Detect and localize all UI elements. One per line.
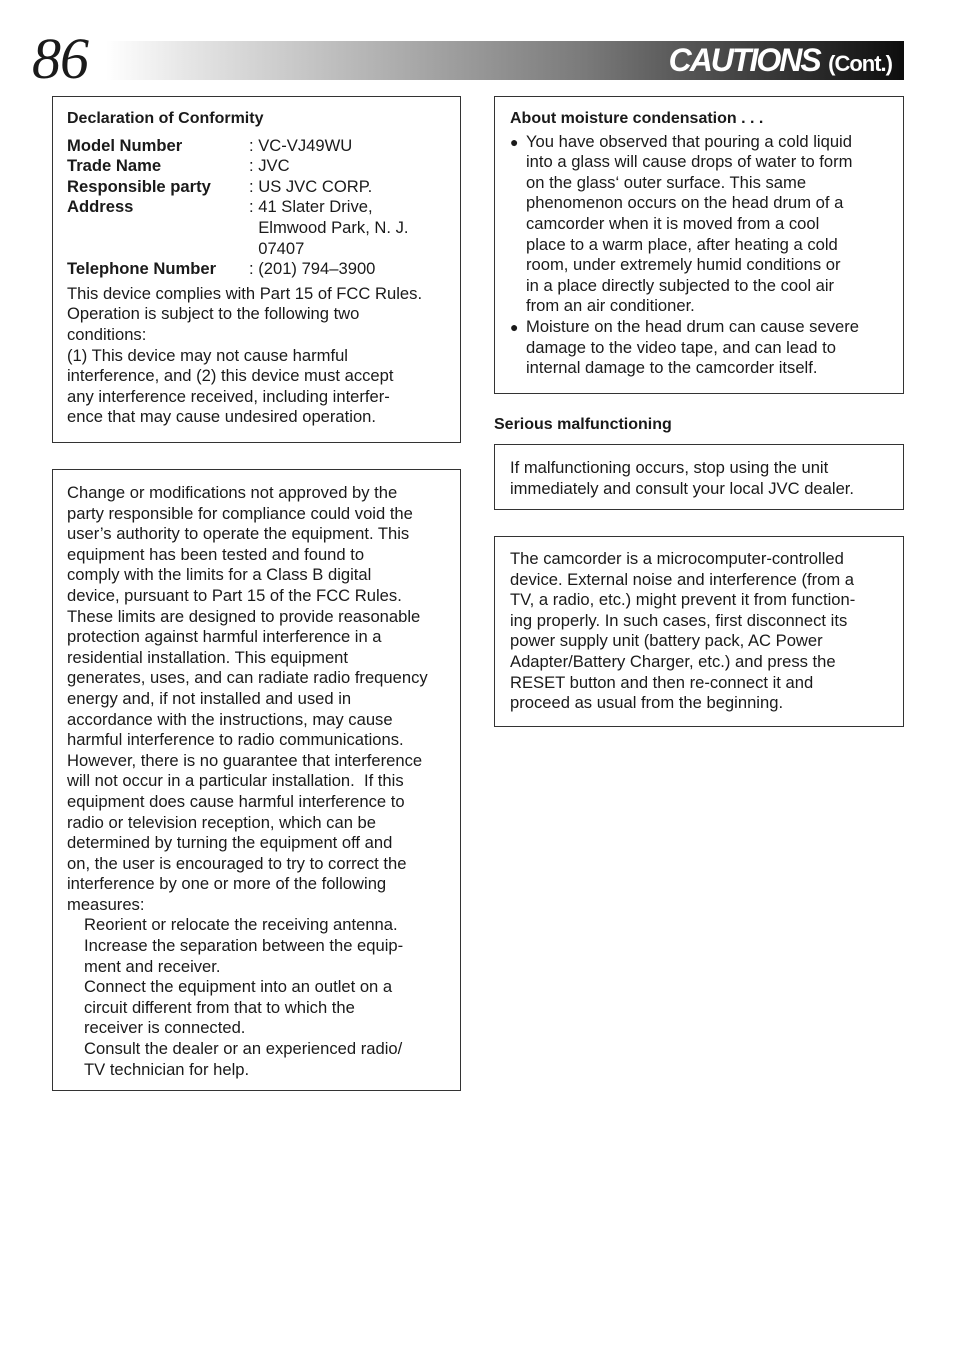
page-number: 86	[32, 26, 88, 91]
text-line: device, pursuant to Part 15 of the FCC Rules.	[67, 585, 402, 605]
text-line: into a glass will cause drops of water to form	[526, 152, 853, 172]
moisture-bullet-1	[510, 132, 889, 317]
text-line: interference by one or more of the following	[67, 874, 387, 894]
measure-line: TV technician for help.	[84, 1059, 250, 1079]
text-line: on, the user is encouraged to try to correct the	[67, 853, 407, 873]
text-line: ence that may cause undesired operation.	[67, 407, 377, 427]
declaration-table	[67, 136, 446, 280]
fcc-measures-list	[67, 915, 446, 1080]
text-line: (1) This device may not cause harmful	[67, 345, 348, 365]
text-line: party responsible for compliance could void the	[67, 503, 413, 523]
text-line: If malfunctioning occurs, stop using the unit	[510, 458, 829, 477]
declaration-row	[67, 239, 446, 260]
text-line: will not occur in a particular installation. If this	[67, 771, 404, 791]
text-line: residential installation. This equipment	[67, 647, 349, 667]
text-line: Operation is subject to the following two	[67, 304, 360, 324]
row-value: : (201) 794–3900	[249, 259, 376, 279]
row-value: : JVC	[249, 156, 290, 176]
text-line: proceed as usual from the beginning.	[510, 693, 784, 713]
page-title-suffix: (Cont.)	[828, 51, 892, 76]
declaration-row	[67, 218, 446, 239]
text-line: damage to the video tape, and can lead to	[526, 337, 836, 357]
measure-line: ment and receiver.	[84, 956, 221, 976]
bullet-icon: ●	[510, 133, 519, 150]
fcc-notice-box	[52, 469, 461, 1091]
declaration-row	[67, 177, 446, 198]
row-label	[67, 239, 249, 260]
row-label: Responsible party	[67, 176, 211, 196]
row-value: : US JVC CORP.	[249, 176, 373, 196]
text-line: room, under extremely humid conditions or	[526, 255, 841, 275]
measure-line: receiver is connected.	[84, 1018, 246, 1038]
text-line: You have observed that pouring a cold liquid	[526, 131, 852, 151]
measure-line: Increase the separation between the equip-	[84, 936, 404, 956]
text-line: RESET button and then re-connect it and	[510, 672, 814, 692]
moisture-heading: About moisture condensation . . .	[510, 110, 764, 127]
row-label: Trade Name	[67, 156, 162, 176]
text-line: generates, uses, and can radiate radio frequency	[67, 668, 428, 688]
row-value: Elmwood Park, N. J.	[249, 217, 409, 237]
declaration-row	[67, 136, 446, 157]
row-label: Model Number	[67, 135, 183, 155]
text-line: energy and, if not installed and used in	[67, 688, 352, 708]
text-line: comply with the limits for a Class B digital	[67, 565, 372, 585]
text-line: from an air conditioner.	[526, 296, 695, 316]
measure-line: circuit different from that to which the	[84, 997, 355, 1017]
row-label	[67, 218, 249, 239]
measure-line: Reorient or relocate the receiving antenna.	[84, 915, 398, 935]
text-line: immediately and consult your local JVC dealer.	[510, 478, 855, 498]
bullet-text	[526, 132, 889, 317]
moisture-bullet-2	[510, 317, 889, 379]
text-line: power supply unit (battery pack, AC Power	[510, 631, 823, 651]
malfunction-heading: Serious malfunctioning	[494, 416, 672, 433]
declaration-row	[67, 156, 446, 177]
text-line: equipment does cause harmful interference to	[67, 791, 405, 811]
row-value: 07407	[249, 238, 305, 258]
text-line: protection against harmful interference in a	[67, 627, 382, 647]
bullet-text	[526, 317, 889, 379]
measure-line: Connect the equipment into an outlet on a	[84, 977, 393, 997]
declaration-row	[67, 197, 446, 218]
declaration-box	[52, 96, 461, 443]
text-line: camcorder when it is moved from a cool	[526, 213, 820, 233]
text-line: interference, and (2) this device must accept	[67, 366, 394, 386]
text-line: TV, a radio, etc.) might prevent it from function-	[510, 590, 856, 610]
text-line: This device complies with Part 15 of FCC Rules.	[67, 283, 423, 303]
text-line: user’s authority to operate the equipment. This	[67, 524, 410, 544]
page-title	[669, 41, 892, 80]
text-line: any interference received, including interfer-	[67, 386, 390, 406]
text-line: However, there is no guarantee that interference	[67, 750, 423, 770]
text-line: determined by turning the equipment off and	[67, 833, 393, 853]
text-line: internal damage to the camcorder itself.	[526, 358, 818, 378]
text-line: Adapter/Battery Charger, etc.) and press the	[510, 651, 836, 671]
text-line: Change or modifications not approved by the	[67, 483, 398, 502]
declaration-heading: Declaration of Conformity	[67, 110, 264, 127]
microcomputer-box	[494, 536, 904, 727]
bullet-icon: ●	[510, 318, 519, 335]
header-bar	[106, 41, 904, 80]
text-line: conditions:	[67, 324, 147, 344]
measure-line: Consult the dealer or an experienced radio/	[84, 1039, 403, 1059]
text-line: These limits are designed to provide reasonable	[67, 606, 421, 626]
row-value: : VC-VJ49WU	[249, 135, 353, 155]
page-title-main: CAUTIONS	[668, 42, 820, 78]
text-line: accordance with the instructions, may cause	[67, 709, 393, 729]
row-label: Address	[67, 197, 134, 217]
malfunction-box	[494, 444, 904, 510]
text-line: Moisture on the head drum can cause severe	[526, 316, 859, 336]
row-value: : 41 Slater Drive,	[249, 197, 373, 217]
text-line: The camcorder is a microcomputer-controlled	[510, 549, 844, 568]
declaration-text	[67, 284, 446, 428]
text-line: on the glass‘ outer surface. This same	[526, 172, 807, 192]
text-line: phenomenon occurs on the head drum of a	[526, 193, 844, 213]
text-line: equipment has been tested and found to	[67, 544, 365, 564]
text-line: in a place directly subjected to the cool air	[526, 275, 835, 295]
row-label: Telephone Number	[67, 259, 217, 279]
text-line: harmful interference to radio communications.	[67, 730, 404, 750]
text-line: ing properly. In such cases, first disconnect its	[510, 610, 848, 630]
text-line: place to a warm place, after heating a cold	[526, 234, 838, 254]
text-line: measures:	[67, 894, 145, 914]
text-line: device. External noise and interference (from a	[510, 569, 855, 589]
text-line: radio or television reception, which can be	[67, 812, 377, 832]
declaration-row	[67, 259, 446, 280]
moisture-box	[494, 96, 904, 394]
